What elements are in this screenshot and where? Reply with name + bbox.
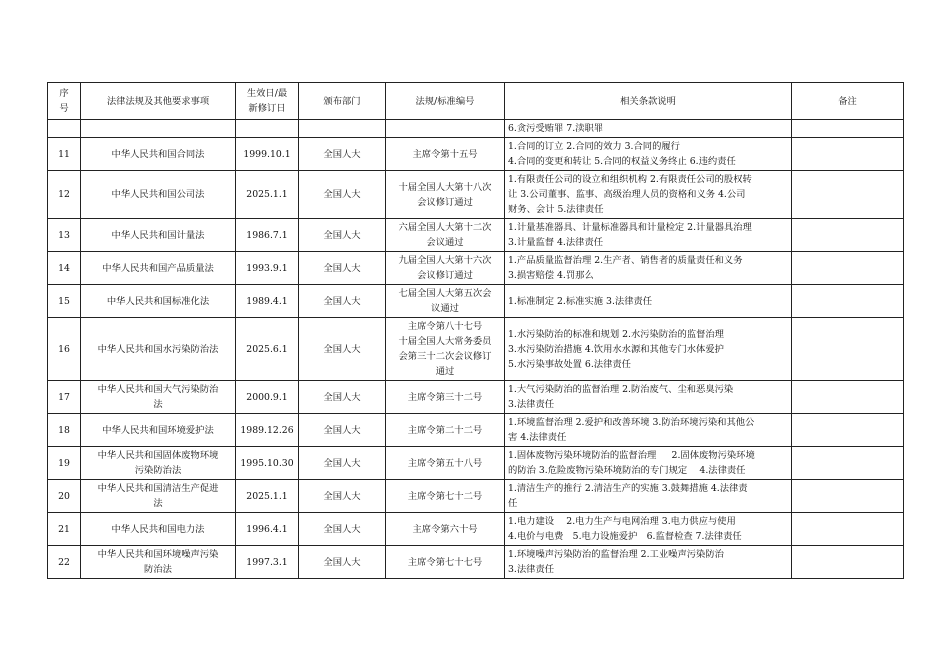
remarks — [792, 120, 904, 138]
clause-description: 1.环境监督治理 2.爱护和改善环境 3.防治环境污染和其他公 害 4.法律责任 — [505, 414, 792, 447]
remarks — [792, 447, 904, 480]
effective-date — [236, 120, 299, 138]
remarks — [792, 171, 904, 219]
issuing-department: 全国人大 — [299, 513, 386, 546]
issuing-department: 全国人大 — [299, 447, 386, 480]
remarks — [792, 285, 904, 318]
clause-description: 1.标准制定 2.标准实施 3.法律责任 — [505, 285, 792, 318]
header-date: 生效日/最 新修订日 — [236, 83, 299, 120]
law-name: 中华人民共和国计量法 — [81, 219, 236, 252]
row-number: 20 — [48, 480, 81, 513]
remarks — [792, 546, 904, 579]
effective-date: 1993.9.1 — [236, 252, 299, 285]
regulations-table — [47, 82, 904, 579]
effective-date: 2025.1.1 — [236, 480, 299, 513]
row-number: 15 — [48, 285, 81, 318]
law-name: 中华人民共和国合同法 — [81, 138, 236, 171]
remarks — [792, 219, 904, 252]
row-number: 19 — [48, 447, 81, 480]
remarks — [792, 513, 904, 546]
law-name: 中华人民共和国标准化法 — [81, 285, 236, 318]
header-name: 法律法规及其他要求事项 — [81, 83, 236, 120]
table-row — [48, 138, 904, 171]
row-number: 22 — [48, 546, 81, 579]
regulation-code: 主席令第五十八号 — [386, 447, 505, 480]
law-name: 中华人民共和国清洁生产促进 法 — [81, 480, 236, 513]
regulation-code: 主席令第七十二号 — [386, 480, 505, 513]
row-number: 12 — [48, 171, 81, 219]
header-desc: 相关条款说明 — [505, 83, 792, 120]
issuing-department: 全国人大 — [299, 285, 386, 318]
issuing-department: 全国人大 — [299, 138, 386, 171]
remarks — [792, 480, 904, 513]
effective-date: 1989.12.26 — [236, 414, 299, 447]
regulation-code: 九届全国人大第十六次 会议修订通过 — [386, 252, 505, 285]
law-name: 中华人民共和国水污染防治法 — [81, 318, 236, 381]
effective-date: 2025.1.1 — [236, 171, 299, 219]
table-row — [48, 546, 904, 579]
law-name — [81, 120, 236, 138]
header-dept: 颁布部门 — [299, 83, 386, 120]
regulation-code: 六届全国人大第十二次 会议通过 — [386, 219, 505, 252]
header-row — [48, 83, 904, 120]
table-row — [48, 414, 904, 447]
issuing-department: 全国人大 — [299, 252, 386, 285]
effective-date: 2025.6.1 — [236, 318, 299, 381]
law-name: 中华人民共和国公司法 — [81, 171, 236, 219]
effective-date: 1995.10.30 — [236, 447, 299, 480]
clause-description: 6.贪污受贿罪 7.渎职罪 — [505, 120, 792, 138]
clause-description: 1.大气污染防治的监督治理 2.防治废气、尘和恶臭污染 3.法律责任 — [505, 381, 792, 414]
issuing-department: 全国人大 — [299, 219, 386, 252]
clause-description: 1.合同的订立 2.合同的效力 3.合同的履行 4.合同的变更和转让 5.合同的权益义务终止 6.违约责任 — [505, 138, 792, 171]
clause-description: 1.环境噪声污染防治的监督治理 2.工业噪声污染防治 3.法律责任 — [505, 546, 792, 579]
effective-date: 1989.4.1 — [236, 285, 299, 318]
regulation-code: 主席令第六十号 — [386, 513, 505, 546]
regulation-code: 主席令第八十七号 十届全国人大常务委员 会第三十二次会议修订 通过 — [386, 318, 505, 381]
clause-description: 1.清洁生产的推行 2.清洁生产的实施 3.鼓舞措施 4.法律责 任 — [505, 480, 792, 513]
clause-description: 1.有限责任公司的设立和组织机构 2.有限责任公司的股权转 让 3.公司董事、监事、高级治理人员的资格和义务 4.公司 财务、会计 5.法律责任 — [505, 171, 792, 219]
clause-description: 1.计量基准器具、计量标准器具和计量检定 2.计量器具治理 3.计量监督 4.法律责任 — [505, 219, 792, 252]
table-row — [48, 171, 904, 219]
issuing-department: 全国人大 — [299, 414, 386, 447]
effective-date: 1999.10.1 — [236, 138, 299, 171]
row-number: 14 — [48, 252, 81, 285]
law-name: 中华人民共和国大气污染防治 法 — [81, 381, 236, 414]
effective-date: 2000.9.1 — [236, 381, 299, 414]
regulation-code: 七届全国人大第五次会 议通过 — [386, 285, 505, 318]
regulation-code: 十届全国人大第十八次 会议修订通过 — [386, 171, 505, 219]
issuing-department: 全国人大 — [299, 546, 386, 579]
regulation-code: 主席令第二十二号 — [386, 414, 505, 447]
law-name: 中华人民共和国电力法 — [81, 513, 236, 546]
law-name: 中华人民共和国环境噪声污染 防治法 — [81, 546, 236, 579]
remarks — [792, 381, 904, 414]
table-row — [48, 381, 904, 414]
row-number: 21 — [48, 513, 81, 546]
row-number: 17 — [48, 381, 81, 414]
row-number: 16 — [48, 318, 81, 381]
law-name: 中华人民共和国固体废物环境 污染防治法 — [81, 447, 236, 480]
table-row — [48, 513, 904, 546]
law-name: 中华人民共和国环境爱护法 — [81, 414, 236, 447]
remarks — [792, 252, 904, 285]
issuing-department — [299, 120, 386, 138]
table-row — [48, 285, 904, 318]
effective-date: 1997.3.1 — [236, 546, 299, 579]
clause-description: 1.电力建设 2.电力生产与电网治理 3.电力供应与使用 4.电价与电费 5.电力设施爱护 6.监督检查 7.法律责任 — [505, 513, 792, 546]
row-number: 18 — [48, 414, 81, 447]
law-name: 中华人民共和国产品质量法 — [81, 252, 236, 285]
table-row — [48, 318, 904, 381]
remarks — [792, 414, 904, 447]
table-body — [48, 120, 904, 579]
table-row — [48, 447, 904, 480]
effective-date: 1986.7.1 — [236, 219, 299, 252]
issuing-department: 全国人大 — [299, 318, 386, 381]
row-number: 13 — [48, 219, 81, 252]
row-number — [48, 120, 81, 138]
effective-date: 1996.4.1 — [236, 513, 299, 546]
issuing-department: 全国人大 — [299, 381, 386, 414]
header-no: 序 号 — [48, 83, 81, 120]
regulation-code: 主席令第三十二号 — [386, 381, 505, 414]
regulation-code: 主席令第十五号 — [386, 138, 505, 171]
row-number: 11 — [48, 138, 81, 171]
regulation-code — [386, 120, 505, 138]
remarks — [792, 138, 904, 171]
table-row — [48, 219, 904, 252]
table-row — [48, 120, 904, 138]
remarks — [792, 318, 904, 381]
issuing-department: 全国人大 — [299, 480, 386, 513]
clause-description: 1.固体废物污染环境防治的监督治理 2.固体废物污染环境 的防治 3.危险废物污染环境防治的专门规定 4.法律责任 — [505, 447, 792, 480]
table-row — [48, 252, 904, 285]
table-row — [48, 480, 904, 513]
clause-description: 1.产品质量监督治理 2.生产者、销售者的质量责任和义务 3.损害赔偿 4.罚那么 — [505, 252, 792, 285]
regulation-code: 主席令第七十七号 — [386, 546, 505, 579]
header-code: 法规/标准编号 — [386, 83, 505, 120]
clause-description: 1.水污染防治的标准和规划 2.水污染防治的监督治理 3.水污染防治措施 4.饮用水水源和其他专门水体爱护 5.水污染事故处置 6.法律责任 — [505, 318, 792, 381]
header-note: 备注 — [792, 83, 904, 120]
issuing-department: 全国人大 — [299, 171, 386, 219]
